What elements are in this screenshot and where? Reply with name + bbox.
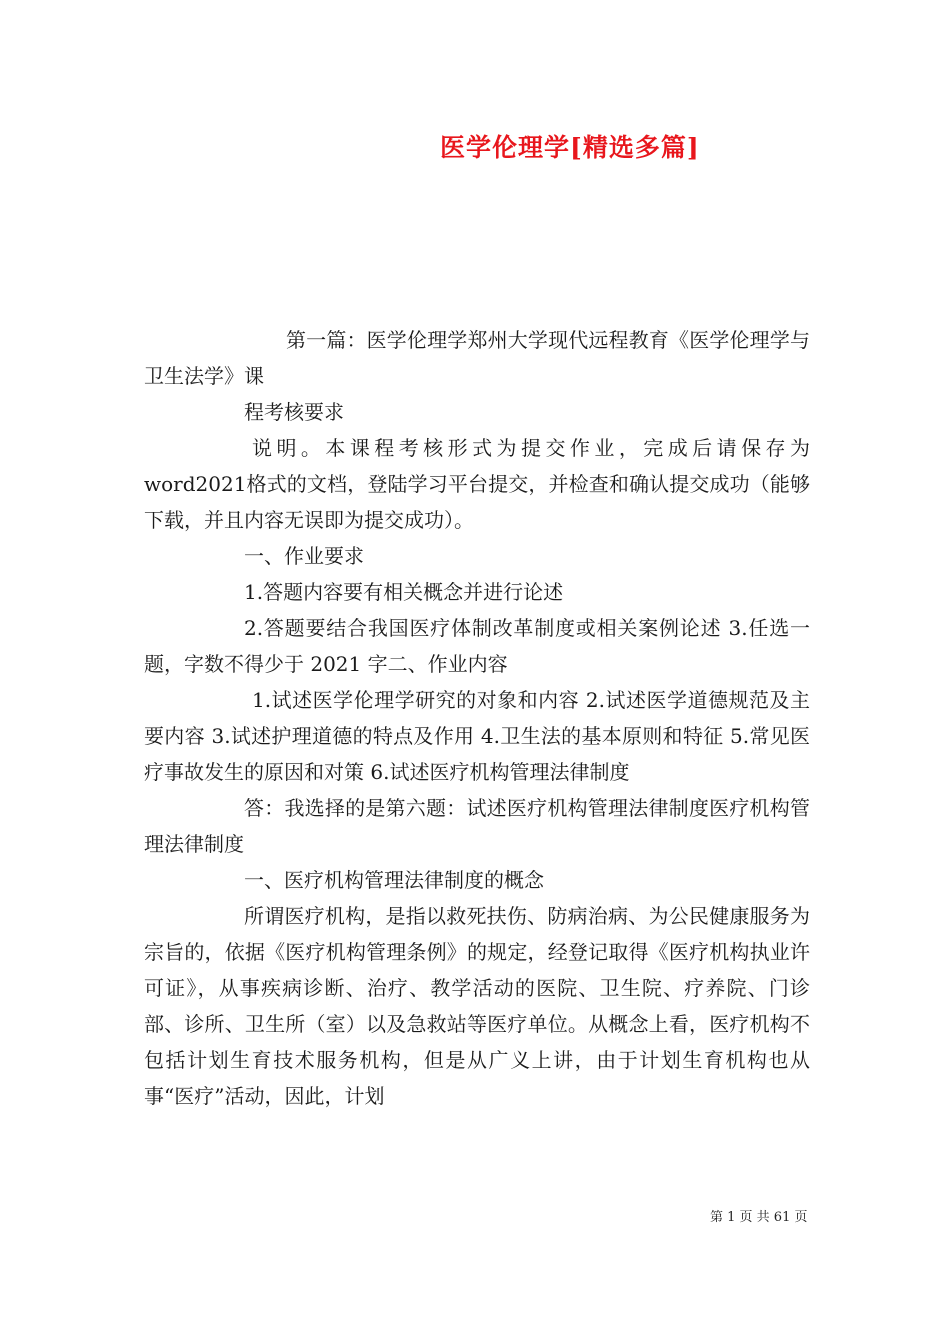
paragraph-9: 一、医疗机构管理法律制度的概念 bbox=[244, 868, 544, 892]
paragraph-7: 1.试述医学伦理学研究的对象和内容 2.试述医学道德规范及主要内容 3.试述护理道德的特点及作用 4.卫生法的基本原则和特征 5.常见医疗事故发生的原因和对策 6.试述医疗机构管理法律制度 bbox=[144, 688, 810, 784]
document-title: 医学伦理学[精选多篇] bbox=[440, 133, 700, 162]
document-body bbox=[144, 322, 810, 1114]
paragraph-4: 一、作业要求 bbox=[244, 544, 364, 568]
paragraph-6: 2.答题要结合我国医疗体制改革制度或相关案例论述 3.任选一题，字数不得少于 2021 字二、作业内容 bbox=[144, 616, 810, 676]
paragraph-8: 答：我选择的是第六题：试述医疗机构管理法律制度医疗机构管理法律制度 bbox=[144, 796, 810, 856]
paragraph-5: 1.答题内容要有相关概念并进行论述 bbox=[244, 580, 564, 604]
paragraph-2: 程考核要求 bbox=[244, 400, 344, 424]
paragraph-1: 第一篇：医学伦理学郑州大学现代远程教育《医学伦理学与卫生法学》课 bbox=[144, 328, 810, 388]
paragraph-10: 所谓医疗机构，是指以救死扶伤、防病治病、为公民健康服务为宗旨的，依据《医疗机构管理条例》的规定，经登记取得《医疗机构执业许可证》，从事疾病诊断、治疗、教学活动的医院、卫生院、疗养院、门诊部、诊所、卫生所（室）以及急救站等医疗单位。从概念上看，医疗机构不包括计划生育技术服务机构，但是从广义上讲，由于计划生育机构也从事“医疗”活动，因此，计划 bbox=[144, 904, 810, 1108]
paragraph-3: 说明。本课程考核形式为提交作业，完成后请保存为word2021格式的文档，登陆学习平台提交，并检查和确认提交成功（能够下载，并且内容无误即为提交成功）。 bbox=[144, 436, 810, 532]
page-number: 第 1 页 共 61 页 bbox=[710, 1210, 808, 1225]
